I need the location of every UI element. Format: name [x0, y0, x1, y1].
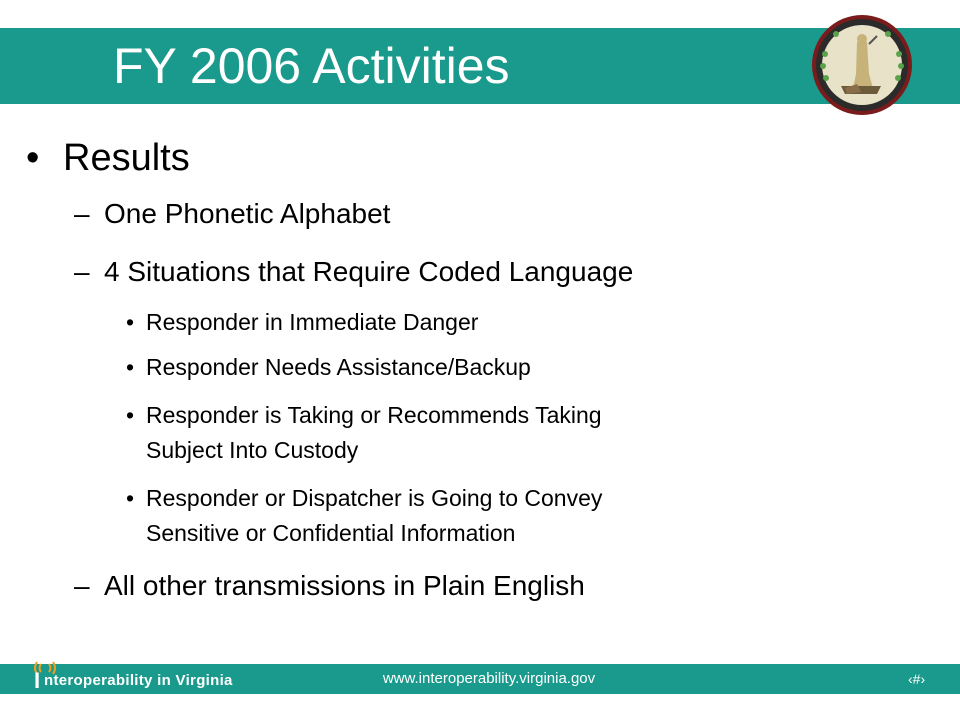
page-number: ‹#›	[908, 671, 926, 687]
dash-marker: –	[74, 198, 90, 229]
bullet-marker: •	[126, 309, 135, 335]
list-item-text: One Phonetic Alphabet	[104, 198, 391, 229]
list-item-text: 4 Situations that Require Coded Language	[104, 256, 634, 287]
footer-url: www.interoperability.virginia.gov	[382, 670, 596, 687]
logo-letter: I	[34, 668, 41, 693]
sub-list-item-text: Subject Into Custody	[146, 437, 359, 463]
dash-marker: –	[74, 570, 90, 601]
bullet-marker: •	[126, 354, 135, 380]
logo-text: nteroperability in Virginia	[44, 672, 233, 689]
slide-title: FY 2006 Activities	[113, 38, 510, 94]
dash-marker: –	[74, 256, 90, 287]
list-item-text: All other transmissions in Plain English	[104, 570, 585, 601]
sub-list-item-text: Responder or Dispatcher is Going to Convey	[146, 485, 603, 511]
bullet-marker: •	[126, 402, 135, 428]
bullet-marker: •	[126, 485, 135, 511]
bullet-marker: •	[26, 137, 40, 179]
sub-list-item-text: Responder in Immediate Danger	[146, 309, 479, 335]
sub-list-item-text: Sensitive or Confidential Information	[146, 520, 516, 546]
sub-list-item-text: Responder Needs Assistance/Backup	[146, 354, 531, 380]
sub-list-item-text: Responder is Taking or Recommends Taking	[146, 402, 602, 428]
virginia-state-seal-icon	[811, 14, 913, 116]
results-heading: Results	[63, 137, 190, 179]
